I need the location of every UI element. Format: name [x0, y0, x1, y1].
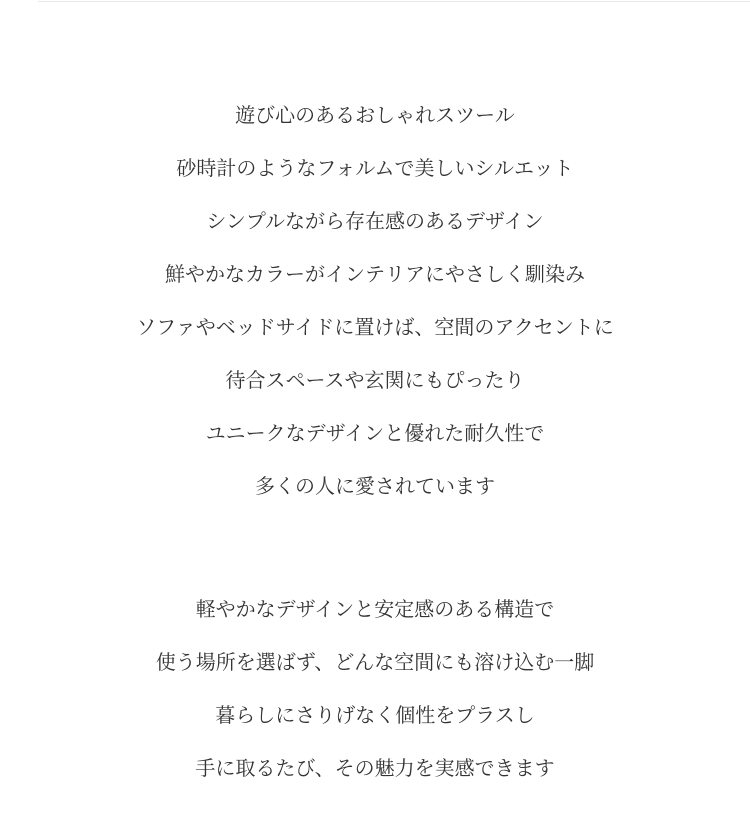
- paragraph-spacer: [0, 514, 750, 584]
- description-line: ユニークなデザインと優れた耐久性で: [205, 423, 545, 445]
- description-intro-block: [0, 90, 750, 514]
- description-line: 砂時計のようなフォルムで美しいシルエット: [176, 158, 574, 180]
- description-line: 暮らしにさりげなく個性をプラスし: [215, 705, 535, 727]
- description-line: シンプルながら存在感のあるデザイン: [206, 211, 544, 233]
- description-feature-block: [0, 584, 750, 796]
- description-line: 手に取るたび、その魅力を実感できます: [195, 758, 555, 780]
- description-line: ソファやベッドサイドに置けば、空間のアクセントに: [136, 317, 614, 339]
- description-line: 鮮やかなカラーがインテリアにやさしく馴染み: [165, 264, 585, 286]
- description-line: 多くの人に愛されています: [255, 476, 495, 498]
- description-line: 使う場所を選ばず、どんな空間にも溶け込む一脚: [155, 652, 595, 674]
- description-line: 遊び心のあるおしゃれスツール: [235, 105, 515, 127]
- description-line: 軽やかなデザインと安定感のある構造で: [195, 599, 555, 621]
- top-divider-line: [38, 1, 750, 2]
- description-line: 待合スペースや玄関にもぴったり: [225, 370, 525, 392]
